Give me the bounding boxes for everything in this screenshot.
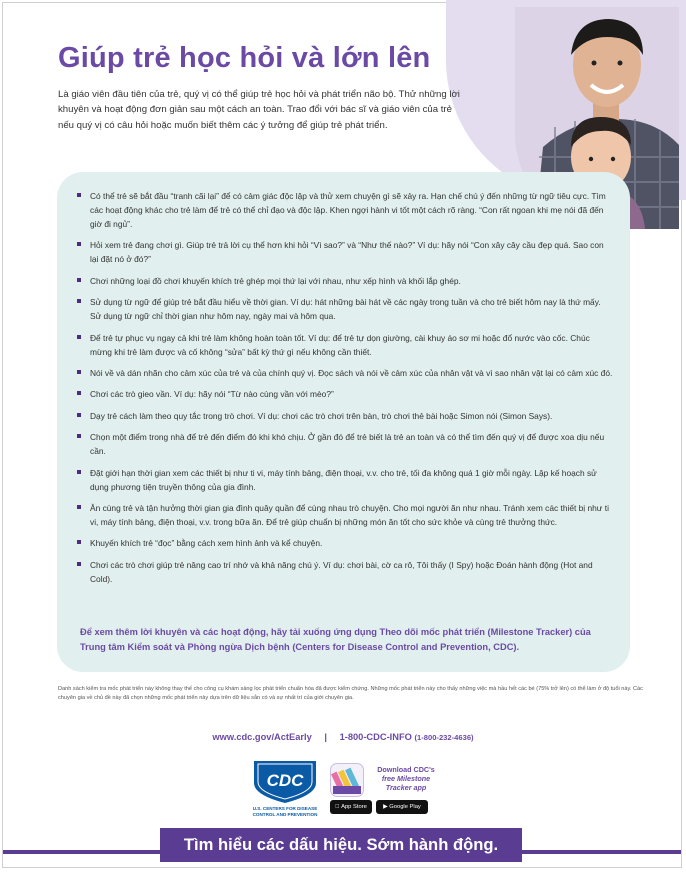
app-promo-text xyxy=(366,765,446,792)
tips-list xyxy=(73,189,613,593)
google-play-icon: ▶ xyxy=(383,804,388,810)
tip-item: Có thể trẻ sẽ bắt đầu “tranh cãi lại” để có cảm giác độc lập và thử xem chuyện gì sẽ xảy ra. Hạn chế chú ý đến những từ ngữ tiêu cực. Tìm các hoạt động khác cho trẻ làm để trẻ có thể chỉ đạo và độc lập. Khen ngợi hành vi tốt một cách rõ ràng. “Con rất ngoan khi mẹ nói đã đến giờ đi ngủ”. xyxy=(73,189,613,231)
cdc-logo-icon xyxy=(248,759,322,817)
tip-item: Chọn một điểm trong nhà để trẻ đến điểm đó khi khó chịu. Ở gần đó để trẻ biết là trẻ an toàn và có thể tìm đến quý vị để được xoa dịu nếu cần. xyxy=(73,430,613,458)
app-promo-line1: Download CDC's xyxy=(377,765,435,774)
app-download-cta: Để xem thêm lời khuyên và các hoạt động, hãy tải xuống ứng dụng Theo dõi mốc phát triển (Milestone Tracker) của Trung tâm Kiểm soát và Phòng ngừa Dịch bệnh (Centers for Disease Control and Prevention, CDC). xyxy=(80,627,591,652)
page-title: Giúp trẻ học hỏi và lớn lên xyxy=(58,42,431,74)
tip-item: Khuyến khích trẻ “đọc” bằng cách xem hình ảnh và kể chuyện. xyxy=(73,536,613,550)
contact-line xyxy=(0,732,686,742)
milestone-app-icon[interactable] xyxy=(330,763,364,797)
tip-item: Ăn cùng trẻ và tận hưởng thời gian gia đình quây quần để cùng nhau trò chuyện. Cho mọi người ăn như nhau. Tránh xem các thiết bị như ti vi, máy tính bảng, điện thoại, v.v. trong bữa ăn. Để trẻ giúp chuẩn bị những món ăn tốt cho sức khỏe và cùng trẻ thưởng thức. xyxy=(73,501,613,529)
phone-number[interactable]: 1-800-CDC-INFO xyxy=(339,732,412,742)
apple-icon xyxy=(335,804,339,810)
app-promo-line3: Tracker app xyxy=(385,783,427,792)
phone-number-numeric: (1-800-232-4636) xyxy=(414,733,474,742)
google-play-button[interactable] xyxy=(376,800,428,814)
cdc-org-line2: CONTROL AND PREVENTION xyxy=(252,812,318,817)
contact-separator: | xyxy=(324,732,327,742)
tip-item: Hỏi xem trẻ đang chơi gì. Giúp trẻ trả lời cụ thể hơn khi hỏi “Vì sao?” và “Như thế nào?” Ví dụ: hãy nói “Con xây cây cầu đẹp quá. Sao con lại đặt nó ở đó?” xyxy=(73,238,613,266)
website-link[interactable]: www.cdc.gov/ActEarly xyxy=(212,732,312,742)
google-play-label: Google Play xyxy=(389,804,421,810)
intro-paragraph: Là giáo viên đầu tiên của trẻ, quý vị có thể giúp trẻ học hỏi và phát triển não bộ. Thử những lời khuyên và hoạt động đơn giản sau một cách an toàn. Trao đổi với bác sĩ và giáo viên của trẻ nếu quý vị có câu hỏi hoặc muốn biết thêm các ý tưởng để giúp trẻ phát triển. xyxy=(58,89,460,131)
tip-item: Nói về và dán nhãn cho cảm xúc của trẻ và của chính quý vị. Đọc sách và nói về cảm xúc của nhân vật và vì sao nhân vật lại có cảm xúc đó. xyxy=(73,366,613,380)
tip-item: Đặt giới hạn thời gian xem các thiết bị như ti vi, máy tính bảng, điện thoại, v.v. cho trẻ, tối đa không quá 1 giờ mỗi ngày. Lập kế hoạch sử dụng phương tiện truyền thông của gia đình. xyxy=(73,466,613,494)
tip-item: Để trẻ tự phục vụ ngay cả khi trẻ làm không hoàn toàn tốt. Ví dụ: để trẻ tự dọn giường, cài khuy áo sơ mi hoặc đổ nước vào cốc. Chúc mừng khi trẻ làm được và cố không “sửa” bất kỳ thứ gì nếu không cần thiết. xyxy=(73,331,613,359)
tip-item: Chơi những loại đồ chơi khuyến khích trẻ ghép mọi thứ lại với nhau, như xếp hình và khối lắp ghép. xyxy=(73,274,613,288)
tip-item: Chơi các trò chơi giúp trẻ nâng cao trí nhớ và khả năng chú ý. Ví dụ: chơi bài, cờ ca rô, Tôi thấy (I Spy) hoặc Đoán hành động (Hot and Cold). xyxy=(73,558,613,586)
tip-item: Chơi các trò gieo vần. Ví dụ: hãy nói “Từ nào cùng vần với mèo?” xyxy=(73,387,613,401)
cdc-logo-mark: CDC xyxy=(266,771,304,790)
cdc-org-line1: U.S. CENTERS FOR DISEASE xyxy=(252,806,318,811)
tip-item: Sử dụng từ ngữ để giúp trẻ bắt đầu hiểu về thời gian. Ví dụ: hát những bài hát về các ngày trong tuần và cho trẻ biết hôm nay là thứ mấy. Sử dụng từ ngữ chỉ thời gian như hôm nay, ngày mai và hôm qua. xyxy=(73,295,613,323)
app-store-label: App Store xyxy=(338,804,364,810)
app-store-button[interactable] xyxy=(330,800,372,814)
app-promo-line2: free Milestone xyxy=(381,774,431,783)
app-promo xyxy=(330,763,450,815)
disclaimer-text: Danh sách kiểm tra mốc phát triển này không thay thế cho công cụ khám sàng lọc phát triển chuẩn hóa đã được kiểm chứng. Những mốc phát triển này cho thấy những việc mà hầu hết các bé (75% trở lên) có thể làm ở độ tuổi này. Các chuyên gia về chủ đề này đã chọn những mốc phát triển này dựa trên dữ liệu sẵn có và sự nhất trí của giới chuyên gia. xyxy=(58,686,643,701)
tip-item: Dạy trẻ cách làm theo quy tắc trong trò chơi. Ví dụ: chơi các trò chơi trên bàn, trò chơi thẻ bài hoặc Simon nói (Simon Says). xyxy=(73,409,613,423)
slogan-banner: Tìm hiểu các dấu hiệu. Sớm hành động. xyxy=(160,828,522,862)
